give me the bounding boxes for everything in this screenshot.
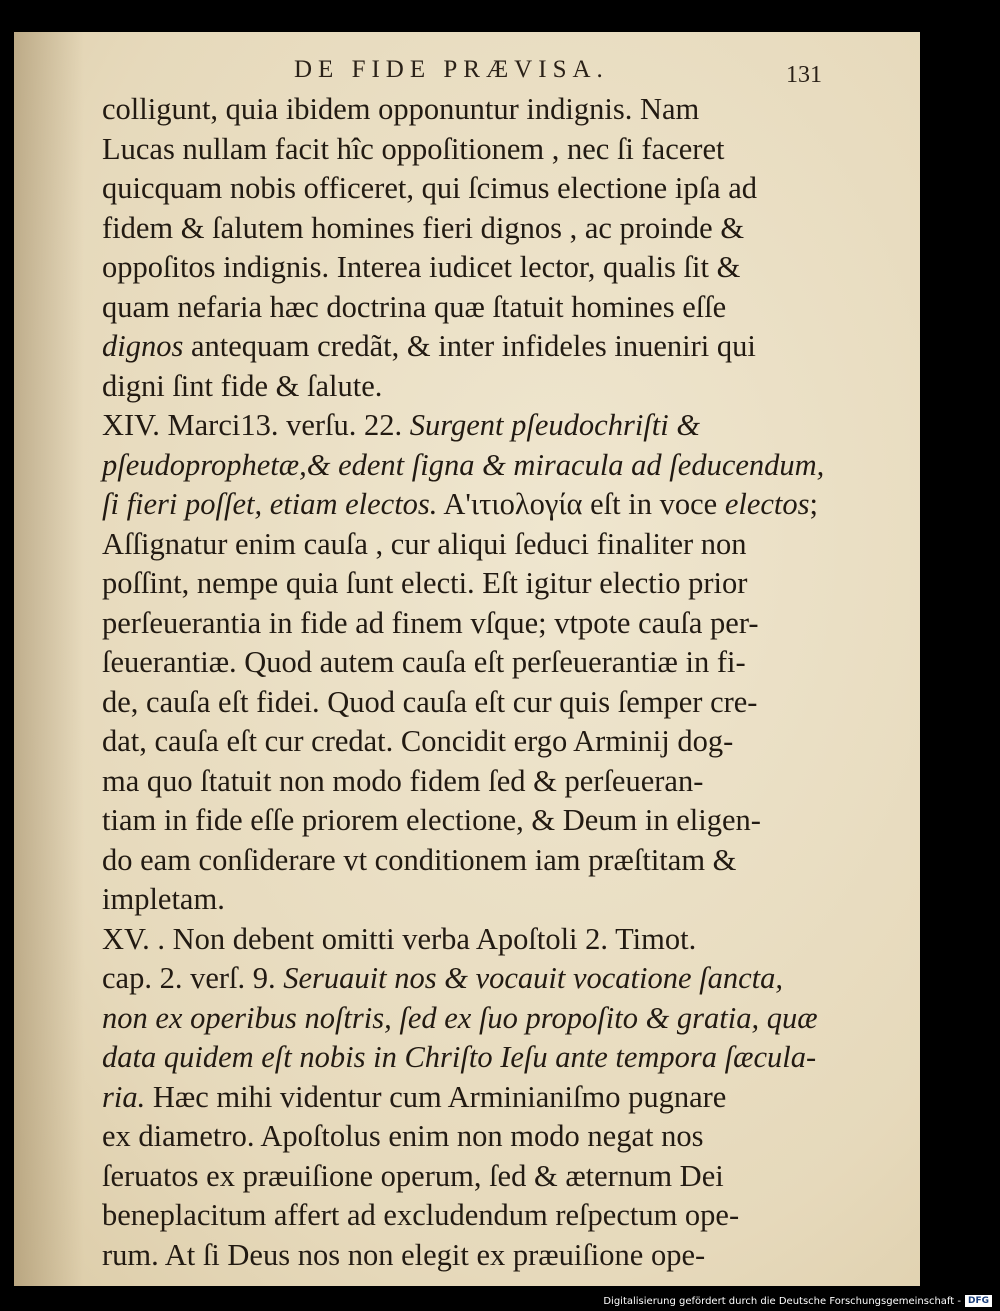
footer-credit-text: Digitalisierung gefördert durch die Deutsche Forschungsgemeinschaft - — [603, 1295, 961, 1307]
italic-text-run: Surgent pſeudochriſti & — [409, 408, 701, 442]
text-line — [102, 327, 822, 367]
text-run: perſeuerantia in fide ad finem vſque; vtpote cauſa per- — [102, 605, 759, 640]
text-line — [102, 1117, 822, 1157]
text-line — [102, 801, 822, 841]
text-line — [102, 130, 822, 170]
text-run: ſeuerantiæ. Quod autem cauſa eſt perſeuerantiæ in fi- — [102, 645, 746, 679]
italic-text-run: pſeudoprophetæ,& edent ſigna & miracula ad ſeducendum, — [102, 447, 825, 482]
text-run: oppoſitos indignis. Interea iudicet lector, qualis ſit & — [102, 250, 741, 284]
text-line — [102, 248, 822, 288]
text-run: Lucas nullam facit hîc oppoſitionem , nec ſi faceret — [102, 131, 725, 166]
text-run: quam nefaria hæc doctrina quæ ſtatuit homines eſſe — [102, 289, 727, 324]
text-line — [102, 90, 822, 130]
text-run: do eam conſiderare vt conditionem iam præſtitam & — [102, 842, 737, 877]
italic-text-run: ria. — [102, 1079, 146, 1114]
text-run: quicquam nobis officeret, qui ſcimus electione ipſa ad — [102, 171, 757, 205]
text-run: impletam. — [102, 882, 225, 916]
text-run: ma quo ſtatuit non modo fidem ſed & perſeueran- — [102, 763, 704, 798]
text-run: rum. At ſi Deus nos non elegit ex præuiſione ope- — [102, 1237, 706, 1272]
italic-text-run: dignos — [102, 329, 184, 363]
text-line — [102, 446, 825, 486]
text-run: Aſſignatur enim cauſa , cur aliqui ſeduci finaliter non — [102, 526, 747, 561]
text-line — [102, 564, 822, 604]
text-run: XIV. Marci13. verſu. 22. — [102, 408, 410, 442]
text-line — [102, 683, 822, 723]
running-head: DE FIDE PRÆVISA. — [294, 56, 609, 83]
text-run: A'ιτιολογία eſt in voce — [437, 487, 725, 521]
text-run: beneplacitum affert ad excludendum reſpectum ope- — [102, 1198, 740, 1232]
italic-text-run: electos — [724, 487, 810, 521]
text-run: fidem & ſalutem homines fieri dignos , ac proinde & — [102, 210, 745, 245]
text-run: de, cauſa eſt fidei. Quod cauſa eſt cur quis ſemper cre- — [102, 684, 758, 719]
text-line — [102, 762, 822, 802]
text-run: digni ſint fide & ſalute. — [102, 368, 383, 403]
text-line — [102, 604, 822, 644]
text-run: ; — [809, 487, 818, 521]
text-line — [102, 485, 822, 525]
page-gutter-shadow — [14, 32, 84, 1286]
text-line — [102, 1078, 822, 1118]
text-run: colligunt, quia ibidem opponuntur indignis. Nam — [102, 92, 700, 126]
text-line — [102, 406, 822, 446]
text-line — [102, 920, 822, 960]
text-run: poſſint, nempe quia ſunt electi. Eſt igitur electio prior — [102, 566, 748, 600]
italic-text-run: ſi fieri poſſet, etiam electos. — [102, 487, 438, 521]
text-line — [102, 959, 822, 999]
text-line — [102, 999, 822, 1039]
digitization-footer — [603, 1295, 992, 1307]
italic-text-run: Seruauit nos & vocauit vocatione ſancta, — [283, 961, 784, 995]
text-line — [102, 169, 822, 209]
text-line — [102, 209, 822, 249]
body-text — [102, 90, 825, 1275]
text-run: cap. 2. verſ. 9. — [102, 961, 284, 995]
text-run: Hæc mihi videntur cum Arminianiſmo pugnare — [145, 1079, 727, 1114]
book-page — [14, 32, 920, 1286]
text-line — [102, 1196, 822, 1236]
text-line — [102, 722, 822, 762]
text-line — [102, 288, 822, 328]
text-line — [102, 841, 822, 881]
text-line — [102, 643, 822, 683]
text-line — [102, 367, 822, 407]
page-number: 131 — [786, 62, 822, 88]
text-run: ſeruatos ex præuiſione operum, ſed & æternum Dei — [102, 1158, 724, 1193]
text-line — [102, 1236, 822, 1276]
italic-text-run: data quidem eſt nobis in Chriſto Ieſu ante tempora ſæcula- — [102, 1040, 817, 1074]
dfg-logo: DFG — [965, 1295, 992, 1307]
text-run: dat, cauſa eſt cur credat. Concidit ergo Arminij dog- — [102, 724, 734, 758]
text-run: tiam in fide eſſe priorem electione, & Deum in eligen- — [102, 803, 761, 837]
text-run: ex diametro. Apoſtolus enim non modo negat nos — [102, 1119, 704, 1153]
text-line — [102, 880, 822, 920]
text-line — [102, 525, 822, 565]
italic-text-run: non ex operibus noſtris, ſed ex ſuo propoſito & gratia, quæ — [102, 1000, 818, 1035]
text-line — [102, 1038, 822, 1078]
text-run: antequam credãt, & inter infideles inueniri qui — [183, 329, 756, 363]
text-line — [102, 1157, 822, 1197]
text-run: XV. . Non debent omitti verba Apoſtoli 2. Timot. — [102, 921, 697, 956]
